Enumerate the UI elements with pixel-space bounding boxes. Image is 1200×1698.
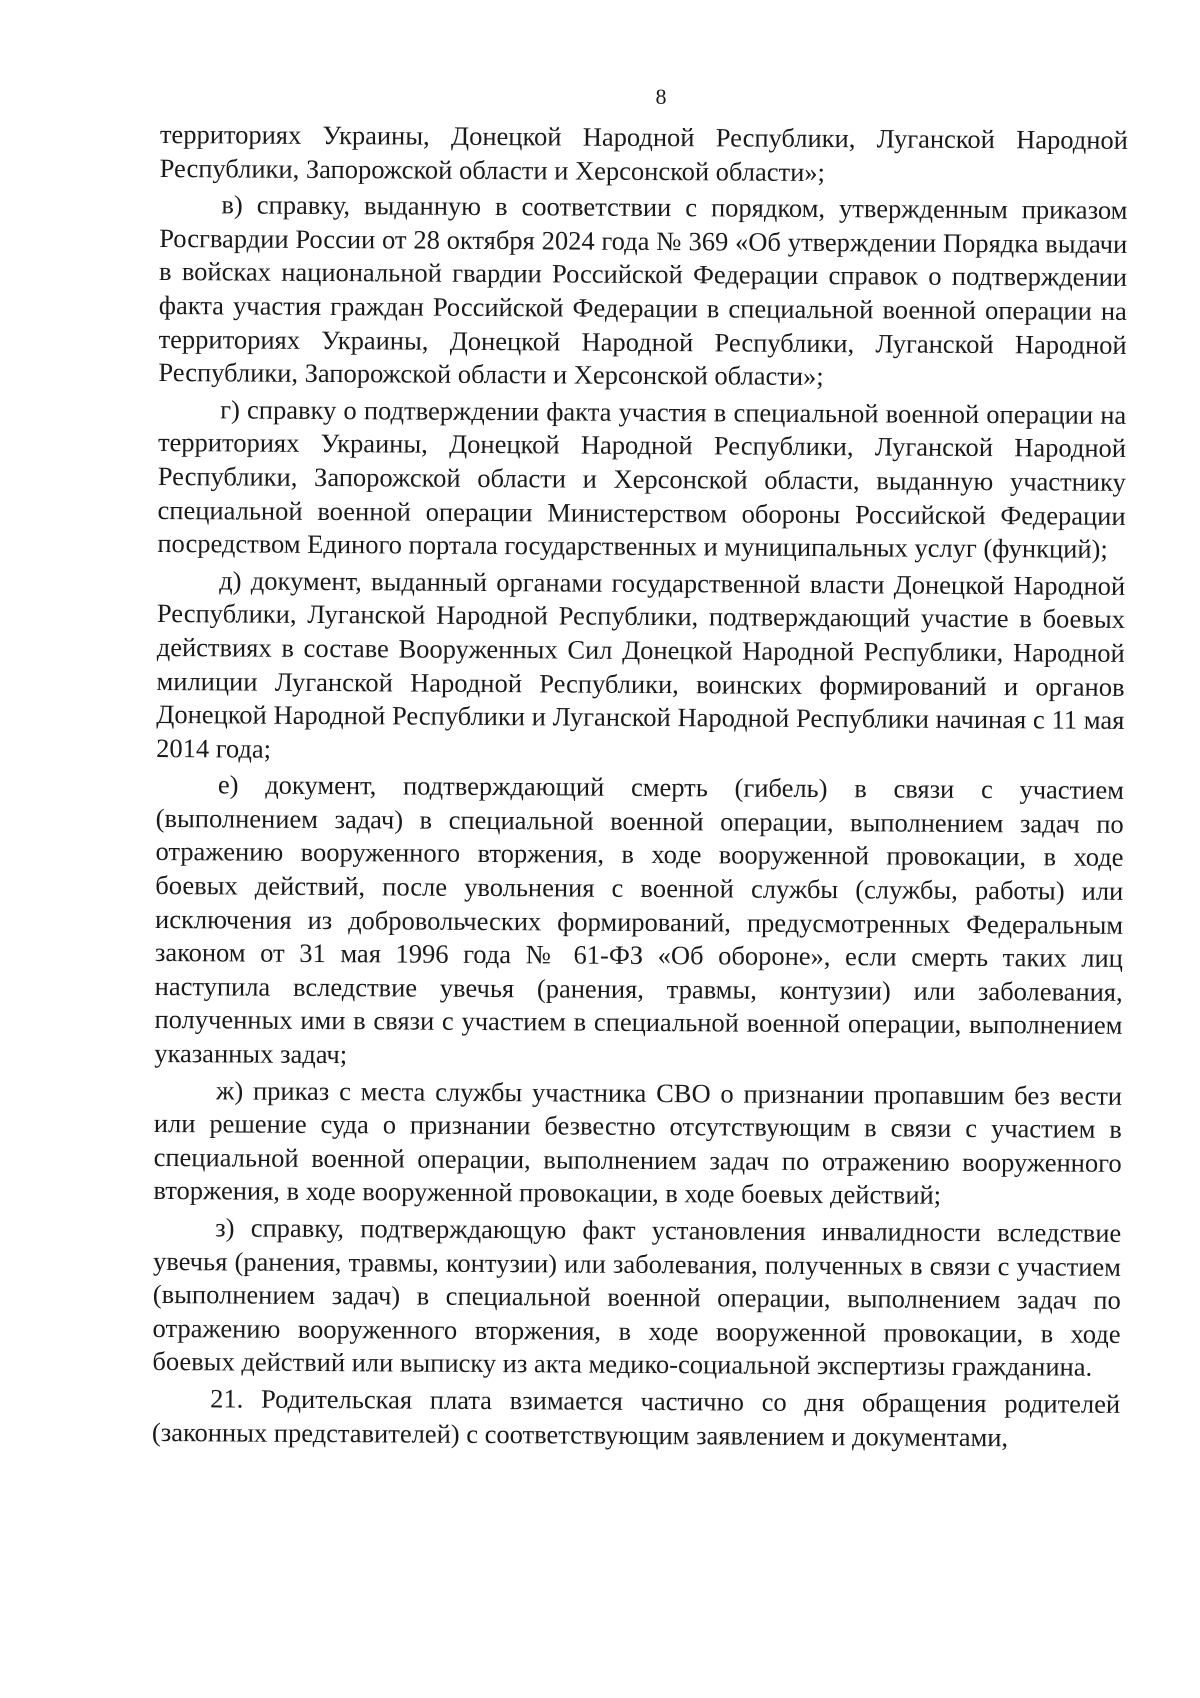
paragraph-continuation: территориях Украины, Донецкой Народной Республики, Луганской Народной Республики, Запорожской области и Херсонской области»; [159,118,1128,187]
paragraph-item-e: е) документ, подтверждающий смерть (гибель) в связи с участием (выполнением задач) в специальной военной операции, выполнением задач по отражению вооруженного вторжения, в ходе вооруженной провокации, в ходе боевых действий, после увольнения с военной службы (службы, работы) или исключения из добровольческих формирований, предусмотренных Федеральным законом от 31 мая 1996 года № 61-ФЗ «Об обороне», если смерть таких лиц наступила вследствие увечья (ранения, травмы, контузии) или заболевания, полученных ими в связи с участием в специальной военной операции, выполнением указанных задач; [154,769,1125,1070]
paragraph-item-d: д) документ, выданный органами государственной власти Донецкой Народной Республики, Луганской Народной Республики, подтверждающий участие в боевых действиях в составе Вооруженных Сил Донецкой Народной Республики, Народной милиции Луганской Народной Республики, воинских формирований и органов Донецкой Народной Республики и Луганской Народной Республики начиная с 11 мая 2014 года; [156,565,1126,764]
paragraph-item-g: г) справку о подтверждении факта участия в специальной военной операции на территориях Украины, Донецкой Народной Республики, Луганской Народной Республики, Запорожской области и Херсонской области, выданную участнику специальной военной операции Министерством обороны Российской Федерации посредством Единого портала государственных и муниципальных услуг (функций); [157,394,1127,564]
paragraph-clause-21: 21. Родительская плата взимается частично со дня обращения родителей (законных представителей) с соответствующим заявлением и документами, [151,1383,1121,1452]
paragraph-item-zh: ж) приказ с места службы участника СВО о признании пропавшим без вести или решение суда о признании безвестно отсутствующим в связи с участием в специальной военной операции, выполнением задач по отражению вооруженного вторжения, в ходе вооруженной провокации, в ходе боевых действий; [153,1074,1123,1211]
paragraph-item-v: в) справку, выданную в соответствии с порядком, утвержденным приказом Росгвардии России от 28 октября 2024 года № 369 «Об утверждении Порядка выдачи в войсках национальной гвардии Российской Федерации справок о подтверждении факта участия граждан Российской Федерации в специальной военной операции на территориях Украины, Донецкой Народной Республики, Луганской Народной Республики, Запорожской области и Херсонской области»; [158,189,1128,392]
document-body [152,118,1128,1458]
page-number: 8 [655,84,667,109]
paragraph-item-z: з) справку, подтверждающую факт установления инвалидности вследствие увечья (ранения, травмы, контузии) или заболевания, полученных в связи с участием (выполнением задач) в специальной военной операции, выполнением задач по отражению вооруженного вторжения, в ходе вооруженной провокации, в ходе боевых действий или выписку из акта медико-социальной экспертизы гражданина. [152,1212,1122,1383]
